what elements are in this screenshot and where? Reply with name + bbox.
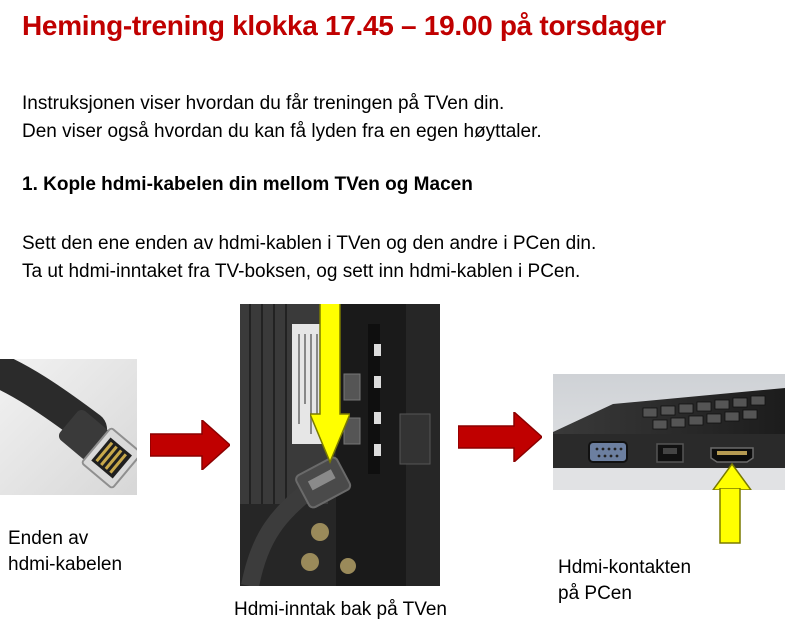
hdmi-cable-photo — [0, 359, 137, 495]
tv-back-photo — [240, 304, 440, 586]
red-arrow-right-icon — [150, 420, 230, 470]
caption-tv: Hdmi-inntak bak på TVen — [234, 599, 447, 620]
step-1-line-1: Sett den ene enden av hdmi-kablen i TVen og den andre i PCen din. — [22, 233, 597, 254]
caption-pc-line-2: på PCen — [558, 583, 632, 604]
caption-cable-line-1: Enden av — [8, 528, 89, 549]
page-title: Heming-trening klokka 17.45 – 19.00 på torsdager — [22, 10, 666, 41]
pc-hdmi-port-photo — [553, 374, 785, 490]
step-1-heading: 1. Kople hdmi-kabelen din mellom TVen og Macen — [22, 174, 473, 195]
red-arrow-right-icon — [458, 412, 542, 462]
intro-line-1: Instruksjonen viser hvordan du får treningen på TVen din. — [22, 93, 505, 114]
yellow-arrow-shaft-icon — [719, 488, 741, 544]
caption-pc-line-1: Hdmi-kontakten — [558, 557, 692, 578]
caption-cable-line-2: hdmi-kabelen — [8, 554, 123, 575]
step-1-line-2: Ta ut hdmi-inntaket fra TV-boksen, og sett inn hdmi-kablen i PCen. — [22, 261, 581, 282]
yellow-arrow-up-icon — [711, 462, 753, 490]
yellow-arrow-down-icon — [310, 304, 350, 464]
intro-line-2: Den viser også hvordan du kan få lyden fra en egen høyttaler. — [22, 121, 542, 142]
